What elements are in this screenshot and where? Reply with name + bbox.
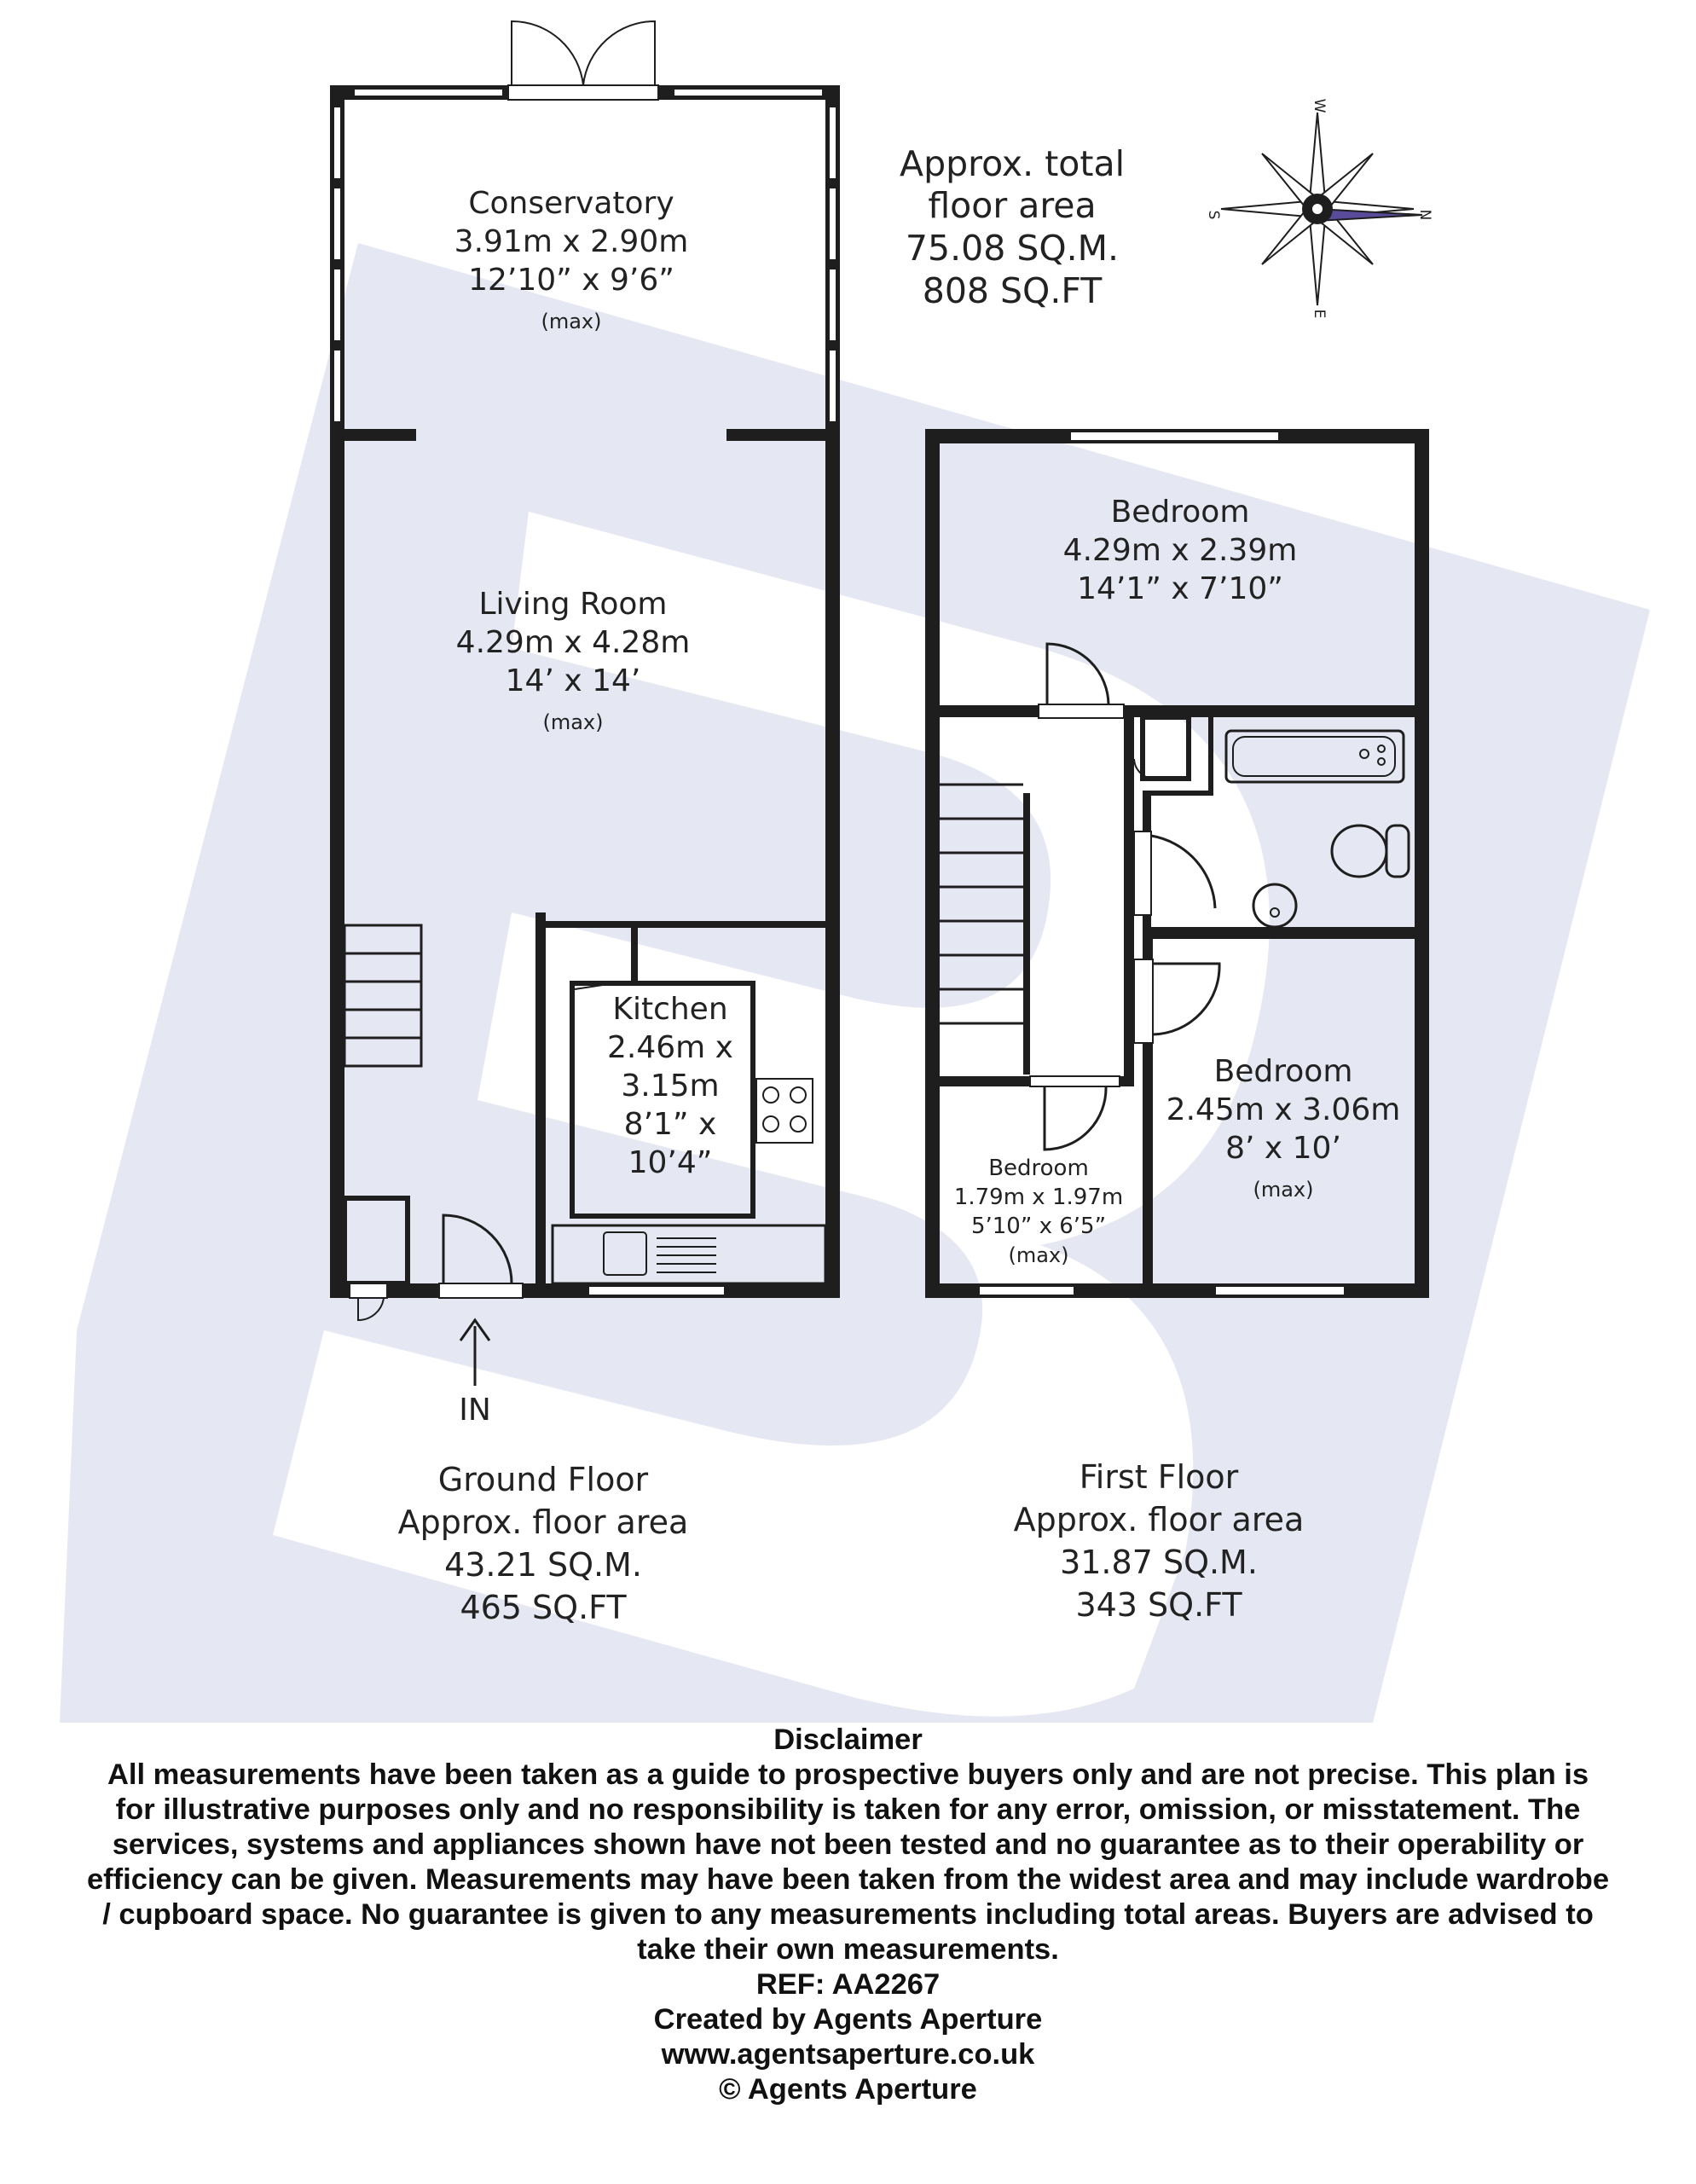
watermark-logo [60, 243, 1650, 1723]
copyright: © Agents Aperture [719, 2073, 977, 2106]
compass-s-label: S [1205, 210, 1222, 220]
disclaimer-line: efficiency can be given. Measurements may have been taken from the widest area and may include wardrobe [86, 1863, 1610, 1896]
first-floor-sqft: 343 SQ.FT [1075, 1586, 1242, 1624]
conservatory-metric: 3.91m x 2.90m [454, 224, 689, 259]
bedroom-1-name: Bedroom [1110, 495, 1250, 530]
created-by: Created by Agents Aperture [653, 2003, 1043, 2036]
conservatory-name: Conservatory [468, 186, 674, 221]
living-room-name: Living Room [478, 587, 668, 622]
compass-w-label: W [1311, 98, 1328, 113]
kitchen-imperial-2: 10’4” [628, 1145, 713, 1180]
bedroom-3-metric: 1.79m x 1.97m [953, 1185, 1124, 1210]
total-area-line1: Approx. total [900, 143, 1125, 184]
first-floor-title: First Floor [1079, 1458, 1239, 1496]
ground-floor-title: Ground Floor [437, 1461, 649, 1498]
living-room-metric: 4.29m x 4.28m [455, 625, 691, 660]
disclaimer-block [0, 1723, 1696, 2107]
ground-floor-sqft: 465 SQ.FT [460, 1589, 627, 1626]
bedroom-2-note: (max) [1253, 1178, 1314, 1202]
compass-e-label: E [1311, 309, 1328, 319]
bedroom-1-imperial: 14’1” x 7’10” [1077, 571, 1283, 606]
bedroom-3-imperial: 5’10” x 6’5” [970, 1214, 1107, 1239]
total-area-sqm: 75.08 SQ.M. [905, 228, 1120, 269]
bedroom-3-note: (max) [1008, 1243, 1069, 1267]
bedroom-2-metric: 2.45m x 3.06m [1166, 1092, 1401, 1127]
bedroom-2-name: Bedroom [1213, 1054, 1353, 1089]
disclaimer-line: services, systems and appliances shown have not been tested and no guarantee as to their operability or [112, 1828, 1584, 1861]
disclaimer-heading: Disclaimer [773, 1723, 923, 1756]
bedroom-1-metric: 4.29m x 2.39m [1062, 533, 1298, 568]
kitchen-metric-2: 3.15m [621, 1069, 720, 1104]
disclaimer-line: take their own measurements. [637, 1933, 1059, 1966]
compass-n-label: N [1416, 209, 1433, 221]
living-room-imperial: 14’ x 14’ [505, 663, 641, 698]
total-area-line2: floor area [928, 185, 1097, 226]
conservatory-imperial: 12’10” x 9’6” [468, 263, 674, 298]
compass-rose-icon [1205, 99, 1433, 319]
ground-floor-area-label: Approx. floor area [397, 1503, 689, 1541]
entrance-label: IN [459, 1393, 491, 1428]
kitchen-imperial-1: 8’1” x [623, 1107, 717, 1142]
bedroom-3-name: Bedroom [988, 1156, 1089, 1181]
disclaimer-line: / cupboard space. No guarantee is given to any measurements including total areas. Buyers are advised to [102, 1898, 1594, 1931]
kitchen-name: Kitchen [612, 992, 728, 1027]
ground-floor-sqm: 43.21 SQ.M. [444, 1546, 642, 1584]
total-area-sqft: 808 SQ.FT [922, 270, 1103, 311]
conservatory-note: (max) [541, 310, 602, 333]
bedroom-2-imperial: 8’ x 10’ [1225, 1131, 1341, 1166]
reference-number: REF: AA2267 [755, 1968, 941, 2001]
disclaimer-line: for illustrative purposes only and no responsibility is taken for any error, omission, or misstatement. The [115, 1793, 1581, 1826]
first-floor-area-label: Approx. floor area [1013, 1501, 1305, 1538]
disclaimer-line: All measurements have been taken as a guide to prospective buyers only and are not precise. This plan is [107, 1758, 1589, 1791]
living-room-note: (max) [542, 710, 604, 734]
website-link[interactable]: www.agentsaperture.co.uk [661, 2038, 1035, 2071]
first-floor-sqm: 31.87 SQ.M. [1060, 1544, 1258, 1581]
kitchen-metric-1: 2.46m x [607, 1030, 733, 1065]
